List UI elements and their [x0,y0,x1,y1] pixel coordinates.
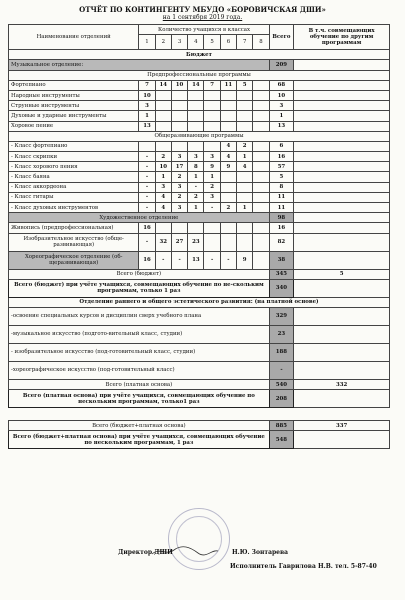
table-row [9,172,390,182]
preprof-label [9,70,390,80]
row-combined [294,172,390,182]
row-name: Хоровое пение [9,121,139,131]
row-class-value [204,223,220,233]
row-total: 57 [269,162,293,172]
header-class: 5 [204,35,220,50]
row-class-value: 3 [139,101,155,111]
row-combined [294,60,390,70]
row-class-value [188,141,204,151]
row-class-value: 2 [155,152,171,162]
row-class-value: 1 [237,152,253,162]
table-row [9,307,390,325]
row-class-value [204,111,220,121]
row-class-value [188,90,204,100]
row-combined [294,343,390,361]
row-name: - Класс фортепиано [9,141,139,151]
art-dept-total: 98 [269,213,293,223]
header-row-1 [9,25,390,35]
row-class-value [220,182,236,192]
row-combined [294,431,390,449]
grand-total-total: 885 [269,421,293,431]
row-class-value [253,172,269,182]
row-class-value [237,121,253,131]
row-class-value: 1 [237,203,253,213]
row-total: 68 [269,80,293,90]
row-combined [294,307,390,325]
general-label [9,131,390,141]
row-class-value: 5 [237,80,253,90]
table-row [9,203,390,213]
contingent-table [8,24,390,449]
row-name: -освоение специальных курсов и дисциплин сверх учебного плана [9,307,270,325]
budget-single-total: 340 [269,279,293,297]
table-row [9,233,390,251]
row-total: 6 [269,141,293,151]
table-row [9,141,390,151]
row-class-value: 14 [188,80,204,90]
row-total: 1 [269,111,293,121]
row-class-value [220,172,236,182]
row-class-value [237,182,253,192]
table-row [9,192,390,202]
row-class-value: - [139,172,155,182]
budget-single-label: Всего (бюджет) при учёте учащихся, совмещающих обучение по не-скольким программам, только 1 раз [9,279,270,297]
row-class-value [253,203,269,213]
row-class-value: 4 [220,152,236,162]
row-class-value: - [139,192,155,202]
row-class-value [253,233,269,251]
row-class-value: 1 [139,111,155,121]
row-class-value: - [139,162,155,172]
budget-total-combined: 5 [294,269,390,279]
header-class: 6 [220,35,236,50]
header-class: 7 [237,35,253,50]
row-total: 23 [269,325,293,343]
row-class-value: - [204,203,220,213]
row-class-value [204,141,220,151]
row-combined [294,325,390,343]
row-class-value: 14 [155,80,171,90]
row-class-value: 10 [155,162,171,172]
row-total: 13 [269,121,293,131]
row-name: - Класс аккордеона [9,182,139,192]
row-total: 8 [269,182,293,192]
executor-line: Исполнитель Гаврилова Н.В. тел. 5-87-40 [230,563,377,570]
budget-total-label: Всего (бюджет) [9,269,270,279]
row-class-value: 11 [220,80,236,90]
chor-dept-total: 38 [269,251,293,269]
grand-single-label: Всего (бюджет+платная основа) при учёте учащихся, совмещающих обучение по нескольким программам, 1 раз [9,431,270,449]
row-class-value [237,192,253,202]
table-row [9,223,390,233]
row-class-value [188,111,204,121]
row-total: 16 [269,223,293,233]
row-class-value: - [188,182,204,192]
row-class-value [171,101,187,111]
row-class-value: 23 [188,233,204,251]
row-class-value [188,121,204,131]
row-class-value: 3 [188,152,204,162]
row-name: Струнные инструменты [9,101,139,111]
general-label: Общеразвивающие программы [9,131,390,141]
row-name: - Класс хорового пения [9,162,139,172]
row-name: Народные инструменты [9,90,139,100]
row-name: - изобразительное искусство (под-готовительный класс, студии) [9,343,270,361]
table-row [9,152,390,162]
row-class-value: 4 [155,203,171,213]
spacer [9,408,390,421]
row-class-value: 13 [188,251,204,269]
row-class-value: 4 [155,192,171,202]
row-class-value [188,223,204,233]
row-class-value: 10 [139,90,155,100]
row-class-value [237,223,253,233]
row-name: Живопись (предпрофессиональная) [9,223,139,233]
paid-single-label: Всего (платная основа) при учёте учащихся, совмещающих обучение по нескольким программам, только1 раз [9,390,270,408]
row-class-value: 1 [188,172,204,182]
row-name: -хореографическое искусство (под-готовительный класс) [9,361,270,379]
row-combined [294,192,390,202]
row-name: Духовые и ударные инструменты [9,111,139,121]
header-dept: Наименование отделений [9,25,139,50]
row-class-value: 2 [188,192,204,202]
row-class-value [220,121,236,131]
row-class-value [253,80,269,90]
row-combined [294,233,390,251]
row-name: Фортепиано [9,80,139,90]
row-class-value [253,192,269,202]
paid-single [9,390,390,408]
row-class-value [155,90,171,100]
table-row [9,90,390,100]
row-class-value [155,121,171,131]
row-class-value [253,223,269,233]
row-class-value [253,152,269,162]
row-combined [294,182,390,192]
row-class-value: 2 [171,192,187,202]
paid-total-label: Всего (платная основа) [9,379,270,389]
row-class-value [237,172,253,182]
row-class-value: 7 [204,80,220,90]
row-class-value: 13 [139,121,155,131]
row-class-value [171,90,187,100]
director-label: Директор ДШИ [118,549,173,556]
row-class-value: 2 [220,203,236,213]
row-total: 11 [269,203,293,213]
row-name: Изобразительное искусство (обще-развивающая) [9,233,139,251]
row-class-value: 8 [188,162,204,172]
row-class-value [204,90,220,100]
row-class-value [171,141,187,151]
grand-single-total: 548 [269,431,293,449]
row-class-value: - [204,251,220,269]
row-class-value [253,162,269,172]
header-total: Всего [269,25,293,50]
row-name: - Класс баяна [9,172,139,182]
row-combined [294,251,390,269]
header-class: 8 [253,35,269,50]
row-class-value [253,251,269,269]
grand-total-label: Всего (бюджет+платная основа) [9,421,270,431]
row-class-value [253,101,269,111]
music-dept-total: 209 [269,60,293,70]
paid-total [9,379,390,389]
row-combined [294,121,390,131]
row-class-value: - [139,233,155,251]
budget-label [9,50,390,60]
row-class-value: 16 [139,223,155,233]
row-combined [294,390,390,408]
row-class-value [188,101,204,111]
table-row [9,182,390,192]
table-row [9,101,390,111]
row-class-value [204,101,220,111]
preprof-label: Предпрофессиональные программы [9,70,390,80]
row-class-value [204,233,220,251]
table-row [9,343,390,361]
header-class: 1 [139,35,155,50]
row-class-value [253,90,269,100]
row-class-value [220,90,236,100]
row-class-value: 7 [139,80,155,90]
row-class-value [204,121,220,131]
row-class-value [220,101,236,111]
row-total: 82 [269,233,293,251]
header-class: 3 [171,35,187,50]
budget-label: Бюджет [9,50,390,60]
header-combined: В т.ч. совмещающих обучение по другим программам [294,25,390,50]
row-combined [294,80,390,90]
row-class-value: - [139,203,155,213]
row-class-value: 3 [171,152,187,162]
row-combined [294,203,390,213]
row-class-value: 1 [204,172,220,182]
budget-total [9,269,390,279]
row-combined [294,361,390,379]
row-total: 188 [269,343,293,361]
table-row [9,80,390,90]
row-total: 5 [269,172,293,182]
row-name: - Класс гитары [9,192,139,202]
row-class-value: 9 [220,162,236,172]
budget-total-total: 345 [269,269,293,279]
art-dept-row [9,213,390,223]
row-class-value [237,233,253,251]
row-class-value: - [139,182,155,192]
row-class-value [220,223,236,233]
row-name: -музыкальное искусство (подгото-вительный класс, студии) [9,325,270,343]
row-total: 329 [269,307,293,325]
row-class-value: 3 [171,203,187,213]
grand-single [9,431,390,449]
row-class-value: 2 [237,141,253,151]
row-class-value: - [171,251,187,269]
row-name: - Класс скрипки [9,152,139,162]
row-total: 3 [269,101,293,111]
row-class-value: 9 [204,162,220,172]
row-class-value: 32 [155,233,171,251]
header-class: 2 [155,35,171,50]
paid-total-total: 540 [269,379,293,389]
row-class-value: - [220,251,236,269]
chor-dept-row [9,251,390,269]
paid-total-combined: 332 [294,379,390,389]
row-combined [294,223,390,233]
row-class-value [220,111,236,121]
row-class-value: 1 [188,203,204,213]
row-combined [294,90,390,100]
row-class-value [155,101,171,111]
row-total: 10 [269,90,293,100]
row-class-value [220,233,236,251]
row-total: - [269,361,293,379]
spacer-row [9,408,390,421]
row-class-value [253,111,269,121]
header-count: Количество учащихся в классах [139,25,269,35]
row-class-value [155,141,171,151]
row-class-value: 3 [204,192,220,202]
report-title: ОТЧЁТ ПО КОНТИНГЕНТУ МБУДО «БОРОВИЧСКАЯ ДШИ» [79,5,326,14]
row-class-value [253,141,269,151]
row-class-value [253,121,269,131]
table-row [9,111,390,121]
row-class-value: 10 [171,80,187,90]
grand-total [9,421,390,431]
row-class-value: 16 [139,251,155,269]
table-row [9,121,390,131]
row-combined [294,111,390,121]
paid-single-total: 208 [269,390,293,408]
row-class-value [155,111,171,121]
grand-total-combined: 337 [294,421,390,431]
row-class-value: 1 [155,172,171,182]
row-name: - Класс духовых инструментов [9,203,139,213]
row-class-value: 2 [171,172,187,182]
music-dept-row [9,60,390,70]
row-class-value: 27 [171,233,187,251]
row-combined [294,213,390,223]
report-subtitle: на 1 сентября 2019 года. [162,14,243,21]
music-dept-label: Музыкальное отделение: [9,60,270,70]
row-class-value: 3 [155,182,171,192]
row-class-value [237,90,253,100]
row-class-value: 17 [171,162,187,172]
table-row [9,325,390,343]
row-class-value [171,111,187,121]
row-class-value: 9 [237,251,253,269]
row-class-value: 3 [171,182,187,192]
paid-label: Отделение раннего и общего эстетического развития: (на платной основе) [9,297,390,307]
row-class-value: 2 [204,182,220,192]
row-class-value [155,223,171,233]
row-combined [294,101,390,111]
header-class: 4 [188,35,204,50]
row-class-value [253,182,269,192]
row-class-value: 4 [237,162,253,172]
row-class-value [171,223,187,233]
chor-dept-label: Хореографическое отделение (об-щеразвивающая) [9,251,139,269]
row-class-value [237,111,253,121]
row-class-value [237,101,253,111]
row-class-value [171,121,187,131]
director-name: Н.Ю. Зонтарева [232,549,289,556]
table-row [9,162,390,172]
row-combined [294,152,390,162]
paid-label [9,297,390,307]
art-dept-label: Художественное отделение [9,213,270,223]
row-class-value [139,141,155,151]
row-class-value: 3 [204,152,220,162]
row-combined [294,162,390,172]
row-total: 11 [269,192,293,202]
row-total: 16 [269,152,293,162]
row-class-value [220,192,236,202]
table-row [9,361,390,379]
budget-single [9,279,390,297]
row-class-value: - [139,152,155,162]
row-class-value: - [155,251,171,269]
row-combined [294,279,390,297]
row-combined [294,141,390,151]
row-class-value: 4 [220,141,236,151]
